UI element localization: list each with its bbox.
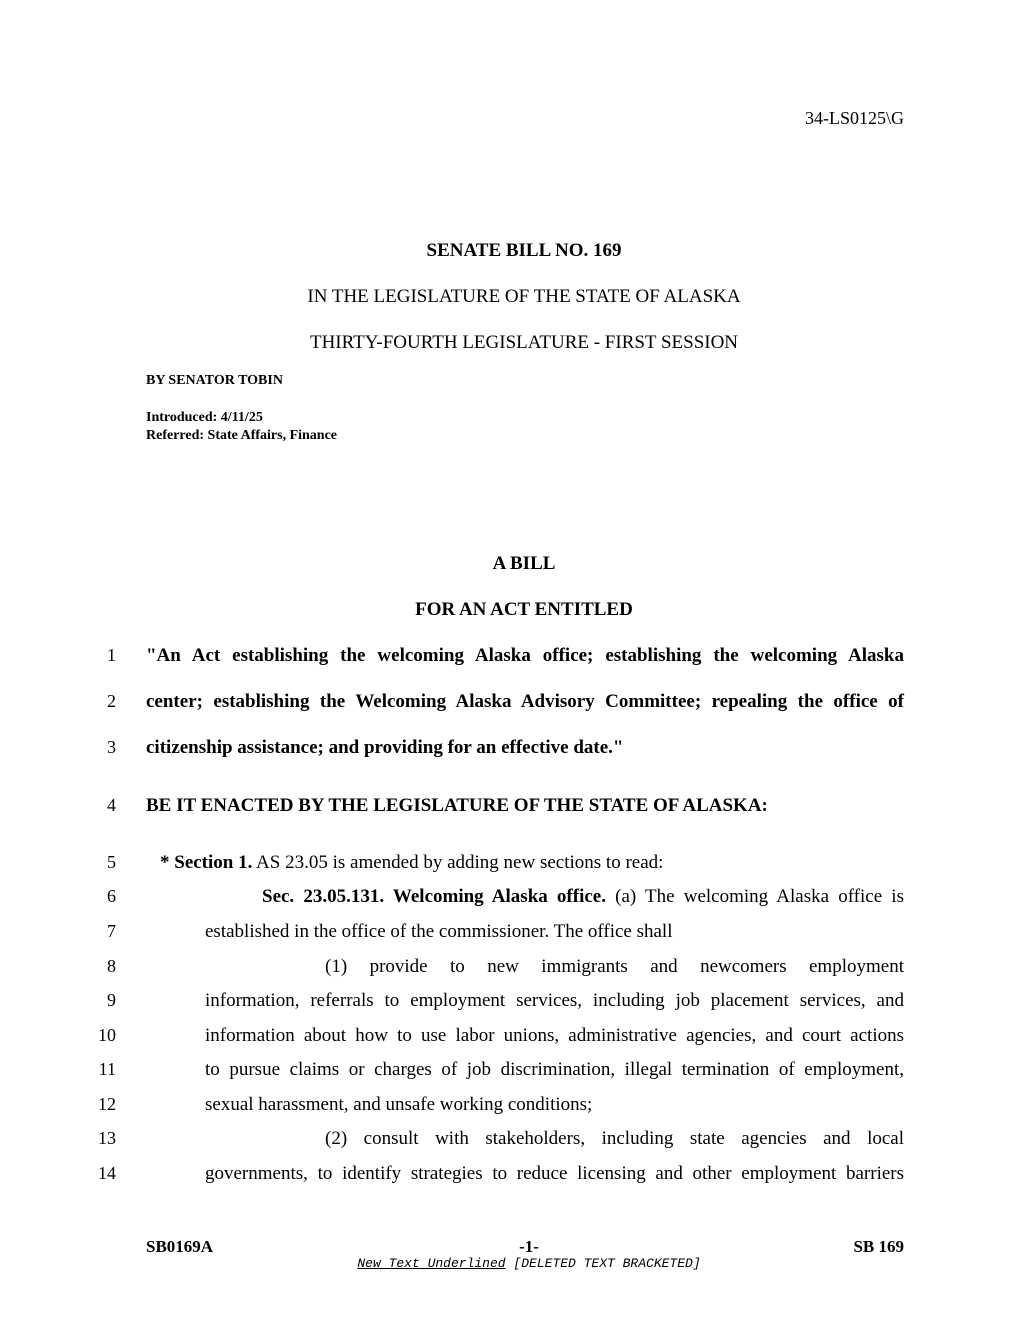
bill-number: SENATE BILL NO. 169 <box>426 240 622 261</box>
line-number: 1 <box>107 645 116 665</box>
line-number: 5 <box>107 852 116 872</box>
footer-bill-code: SB0169A <box>146 1237 214 1256</box>
body-line: (2) consult with stakeholders, including state agencies and local <box>325 1128 904 1149</box>
statute-label: Sec. 23.05.131. Welcoming Alaska office. <box>262 886 606 907</box>
body-line: governments, to identify strategies to reduce licensing and other employment barriers <box>205 1163 904 1184</box>
body-line: information, referrals to employment services, including job placement services, and <box>205 990 904 1011</box>
footer-bill-number: SB 169 <box>853 1237 904 1256</box>
body-line: (1) provide to new immigrants and newcomers employment <box>325 956 904 977</box>
line-number: 2 <box>107 691 116 711</box>
line-number: 6 <box>107 886 116 906</box>
enacting-clause: BE IT ENACTED BY THE LEGISLATURE OF THE STATE OF ALASKA: <box>146 795 768 816</box>
deleted-text-legend: [DELETED TEXT BRACKETED] <box>513 1256 701 1271</box>
line-number: 3 <box>107 737 116 757</box>
legislature-line: IN THE LEGISLATURE OF THE STATE OF ALASKA <box>307 286 741 307</box>
section-text: AS 23.05 is amended by adding new sections to read: <box>252 852 664 873</box>
bill-title-line: citizenship assistance; and providing for an effective date." <box>146 737 624 758</box>
line-number: 7 <box>107 921 116 941</box>
line-number: 11 <box>98 1059 116 1079</box>
bill-title-line: "An Act establishing the welcoming Alaska office; establishing the welcoming Alaska <box>146 645 904 666</box>
statute-text: (a) The welcoming Alaska office is <box>605 886 904 907</box>
line-number: 4 <box>107 795 116 815</box>
for-act-heading: FOR AN ACT ENTITLED <box>415 599 633 620</box>
line-number: 14 <box>98 1163 116 1183</box>
body-line: established in the office of the commissioner. The office shall <box>205 921 673 942</box>
document-code: 34-LS0125\G <box>805 108 904 128</box>
section-heading <box>160 852 663 874</box>
introduced-date: Introduced: 4/11/25 <box>146 410 263 425</box>
body-line: information about how to use labor unions, administrative agencies, and court actions <box>205 1025 904 1046</box>
referred-committees: Referred: State Affairs, Finance <box>146 428 338 443</box>
line-number: 8 <box>107 956 116 976</box>
line-number: 13 <box>98 1128 116 1148</box>
body-line: to pursue claims or charges of job discrimination, illegal termination of employment, <box>205 1059 904 1080</box>
statute-heading <box>262 886 904 908</box>
line-number: 12 <box>98 1094 116 1114</box>
new-text-legend: New Text Underlined <box>357 1256 506 1271</box>
bill-title-line: center; establishing the Welcoming Alaska Advisory Committee; repealing the office of <box>146 691 904 712</box>
session-line: THIRTY-FOURTH LEGISLATURE - FIRST SESSION <box>309 332 739 353</box>
body-line: sexual harassment, and unsafe working conditions; <box>205 1094 593 1115</box>
line-number: 9 <box>107 990 116 1010</box>
sponsor: BY SENATOR TOBIN <box>146 373 283 388</box>
a-bill-heading: A BILL <box>492 553 556 574</box>
line-number: 10 <box>98 1025 116 1045</box>
page-number: -1- <box>519 1237 539 1256</box>
formatting-legend <box>0 1256 1024 1271</box>
section-label: * Section 1. <box>160 852 253 873</box>
